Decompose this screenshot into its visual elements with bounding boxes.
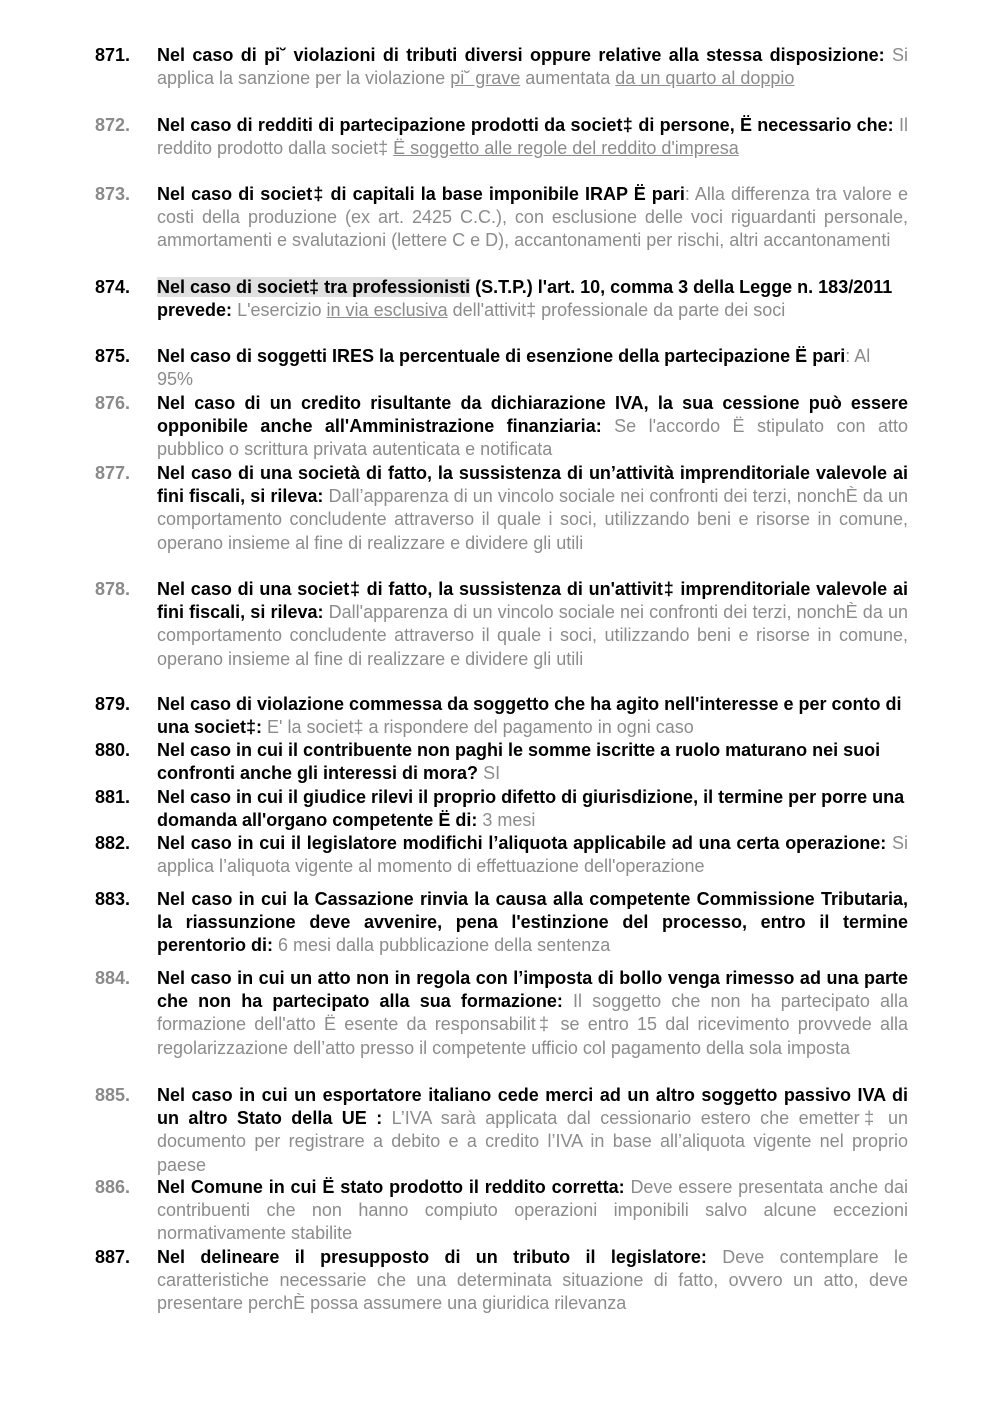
qa-item-882 (95, 832, 908, 878)
item-number: 881. (95, 787, 131, 807)
answer-text: SI (483, 763, 501, 784)
qa-item-878 (95, 578, 908, 671)
item-text (157, 276, 908, 322)
qa-item-876 (95, 392, 908, 462)
question-text: Nel caso in cui il legislatore modifichi l’aliquota applicabile ad una certa operazione: (157, 833, 887, 853)
answer-text: Il soggetto che non ha partecipato alla formazione dell'atto Ë esente da responsabilit‡ se entro 15 dal ricevimento provvede alla regolarizzazione dell’atto presso il competente ufficio col pagamento della sola imposta (157, 991, 908, 1058)
question-text: Nel caso in cui un atto non in regola con l’imposta di bollo venga rimesso ad una parte che non ha partecipato alla sua formazione: (157, 968, 908, 1012)
item-number: 871. (95, 45, 131, 65)
item-text (157, 1084, 908, 1177)
item-text (157, 786, 908, 832)
item-text (157, 183, 908, 253)
item-number: 872. (95, 115, 131, 135)
answer-underlined: pi˘ grave (450, 68, 521, 89)
question-text: Nel caso in cui la Cassazione rinvia la causa alla competente Commissione Tributaria, la riassunzione deve avvenire, pena l'estinzione del processo, entro il termine perentorio di: (157, 889, 908, 956)
answer-segment: Il reddito prodotto dalla societ‡ (157, 115, 908, 159)
qa-item-879 (95, 693, 908, 739)
item-number: 884. (95, 968, 131, 988)
item-number: 873. (95, 184, 131, 204)
item-text (157, 114, 908, 160)
answer-text: E' la societ‡ a rispondere del pagamento in ogni caso (267, 717, 694, 738)
qa-item-887 (95, 1246, 908, 1316)
item-number: 874. (95, 277, 131, 297)
answer-segment: dell'attivit‡ professionale da parte dei soci (447, 300, 786, 321)
item-text (157, 1246, 908, 1316)
qa-item-885 (95, 1084, 908, 1177)
item-number: 877. (95, 463, 131, 483)
item-text (157, 693, 908, 739)
question-text: Nel caso in cui un esportatore italiano cede merci ad un altro soggetto passivo IVA di un altro Stato della UE : (157, 1085, 908, 1129)
qa-item-880 (95, 739, 908, 785)
answer-text: Deve contemplare le caratteristiche necessarie che una determinata situazione di fatto, ovvero un atto, deve presentare perchÈ possa assumere una giuridica rilevanza (157, 1247, 908, 1314)
qa-item-873 (95, 183, 908, 253)
question-text: Nel Comune in cui Ë stato prodotto il reddito corretta: (157, 1177, 625, 1197)
question-highlighted: Nel caso di societ‡ tra professionisti (157, 277, 471, 297)
question-text: Nel caso di un credito risultante da dichiarazione IVA, la sua cessione può essere opponibile anche all'Amministrazione finanziaria: (157, 393, 908, 437)
answer-text (237, 300, 785, 320)
question-text: (S.T.P.) l'art. 10, comma 3 della Legge n. 183/2011 prevede: (157, 277, 893, 321)
item-text (157, 345, 908, 391)
question-text: Nel caso di societ‡ di capitali la base imponibile IRAP Ë pari (157, 184, 685, 204)
question-text: Nel delineare il presupposto di un tributo il legislatore: (157, 1247, 707, 1267)
answer-text: Se l'accordo Ë stipulato con atto pubblico o scrittura privata autenticata e notificata (157, 416, 908, 460)
item-number: 882. (95, 833, 131, 853)
qa-item-875 (95, 345, 908, 391)
item-number: 885. (95, 1085, 131, 1105)
question-text: Nel caso di pi˘ violazioni di tributi diversi oppure relative alla stessa disposizione: (157, 45, 885, 65)
answer-text: Dall’apparenza di un vincolo sociale nei confronti dei terzi, nonchÈ da un comportamento concludente attraverso il quale i soci, utilizzando beni e risorse in comune, operano insieme al fine di realizzare e dividere gli utili (157, 486, 908, 553)
answer-underlined: in via esclusiva (326, 300, 448, 321)
answer-segment: aumentata (520, 68, 616, 89)
question-text: Nel caso in cui il giudice rilevi il proprio difetto di giurisdizione, il termine per porre una domanda all'organo competente Ë di: (157, 787, 905, 831)
answer-text: : Al 95% (157, 346, 871, 390)
item-text (157, 832, 908, 878)
item-text (157, 578, 908, 671)
answer-segment: Si applica la sanzione per la violazione (157, 45, 908, 89)
question-text: Nel caso in cui il contribuente non paghi le somme iscritte a ruolo maturano nei suoi confronti anche gli interessi di mora? (157, 740, 881, 784)
item-number: 875. (95, 346, 131, 366)
question-text: Nel caso di violazione commessa da soggetto che ha agito nell'interesse e per conto di una societ‡: (157, 694, 902, 738)
qa-item-886 (95, 1176, 908, 1246)
qa-item-874 (95, 276, 908, 322)
item-number: 887. (95, 1247, 131, 1267)
item-text (157, 739, 908, 785)
qa-item-871 (95, 44, 908, 90)
qa-item-872 (95, 114, 908, 160)
answer-text: Deve essere presentata anche dai contribuenti che non hanno compiuto operazioni imponibili salvo alcune eccezioni normativamente stabilite (157, 1177, 908, 1244)
answer-text: : Alla differenza tra valore e costi della produzione (ex art. 2425 C.C.), con esclusione delle voci riguardanti personale, ammortamenti e svalutazioni (lettere C e D), accantonamenti per rischi, altri accantonamenti (157, 184, 908, 251)
item-number: 883. (95, 889, 131, 909)
qa-item-884 (95, 967, 908, 1060)
answer-text: Dall'apparenza di un vincolo sociale nei confronti dei terzi, nonchÈ da un comportamento concludente attraverso il quale i soci, utilizzando beni e risorse in comune, operano insieme al fine di realizzare e dividere gli utili (157, 602, 908, 669)
item-number: 880. (95, 740, 131, 760)
qa-item-883 (95, 888, 908, 958)
question-text: Nel caso di una societ‡ di fatto, la sussistenza di un'attivit‡ imprenditoriale valevole ai fini fiscali, si rileva: (157, 579, 908, 623)
qa-item-877 (95, 462, 908, 555)
answer-underlined: Ë soggetto alle regole del reddito d'impresa (393, 138, 739, 159)
item-text (157, 44, 908, 90)
qa-item-881 (95, 786, 908, 832)
item-number: 879. (95, 694, 131, 714)
item-text (157, 392, 908, 462)
answer-underlined: da un quarto al doppio (615, 68, 795, 89)
answer-segment: L'esercizio (237, 300, 327, 321)
answer-text: Si applica l’aliquota vigente al momento di effettuazione dell'operazione (157, 833, 908, 877)
item-text (157, 888, 908, 958)
question-text: Nel caso di soggetti IRES la percentuale di esenzione della partecipazione Ë pari (157, 346, 846, 366)
item-number: 876. (95, 393, 131, 413)
question-text: Nel caso di redditi di partecipazione prodotti da societ‡ di persone, Ë necessario che: (157, 115, 894, 135)
item-text (157, 462, 908, 555)
item-text (157, 1176, 908, 1246)
answer-text: 3 mesi (482, 810, 536, 831)
answer-text: 6 mesi dalla pubblicazione della sentenza (278, 935, 611, 956)
item-number: 878. (95, 579, 131, 599)
item-number: 886. (95, 1177, 131, 1197)
item-text (157, 967, 908, 1060)
answer-text: L’IVA sarà applicata dal cessionario estero che emetter‡ un documento per registrare a debito e a credito l’IVA in base all’aliquota vigente nel proprio paese (157, 1108, 908, 1175)
question-text: Nel caso di una società di fatto, la sussistenza di un’attività imprenditoriale valevole ai fini fiscali, si rileva: (157, 463, 908, 507)
